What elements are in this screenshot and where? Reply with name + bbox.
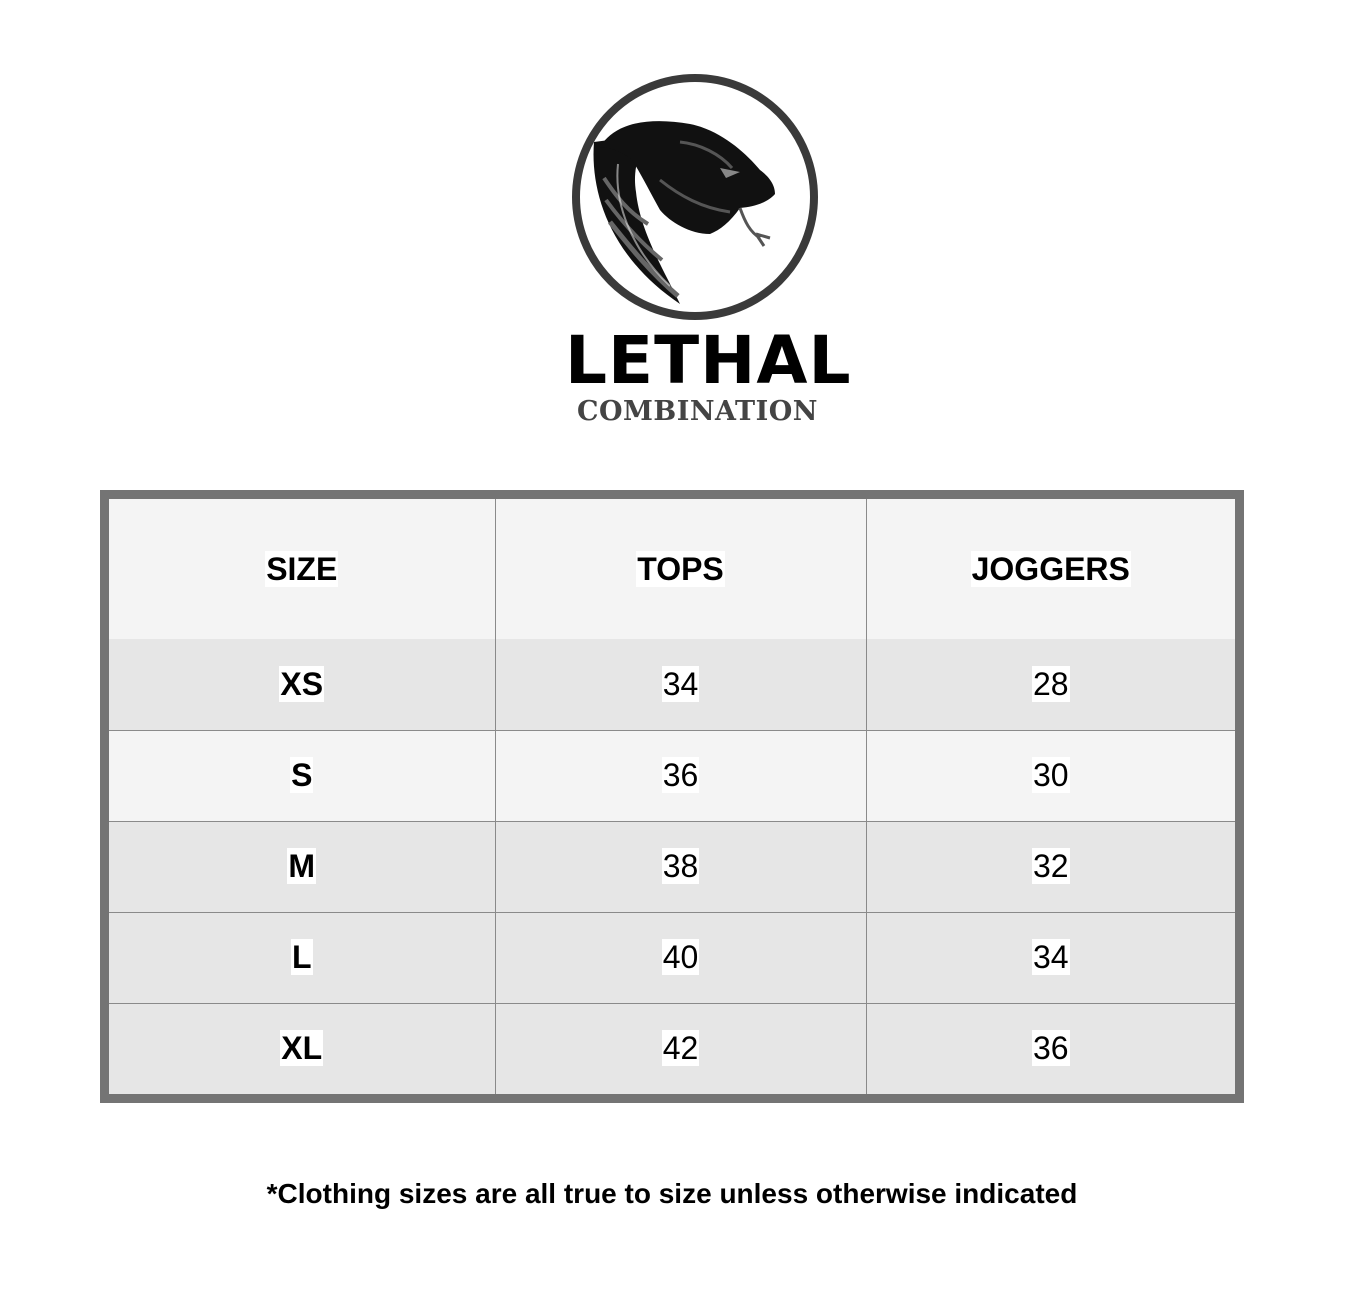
table-row bbox=[109, 639, 1235, 730]
brand-logo bbox=[560, 70, 860, 440]
size-cell: L bbox=[109, 912, 495, 1003]
table-row bbox=[109, 730, 1235, 821]
size-table bbox=[109, 499, 1235, 1094]
tops-cell: 36 bbox=[495, 730, 866, 821]
tops-cell: 34 bbox=[495, 639, 866, 730]
size-chart bbox=[100, 490, 1244, 1103]
size-cell: XS bbox=[109, 639, 495, 730]
table-header-row bbox=[109, 499, 1235, 639]
joggers-cell: 30 bbox=[866, 730, 1235, 821]
table-row bbox=[109, 821, 1235, 912]
tops-cell: 40 bbox=[495, 912, 866, 1003]
sizing-footnote: *Clothing sizes are all true to size unless otherwise indicated bbox=[266, 1178, 1078, 1209]
size-cell: XL bbox=[109, 1003, 495, 1094]
brand-name: LETHAL bbox=[565, 322, 852, 399]
joggers-cell: 36 bbox=[866, 1003, 1235, 1094]
header-joggers: JOGGERS bbox=[866, 499, 1235, 639]
size-cell: S bbox=[109, 730, 495, 821]
joggers-cell: 34 bbox=[866, 912, 1235, 1003]
table-row bbox=[109, 1003, 1235, 1094]
header-tops: TOPS bbox=[495, 499, 866, 639]
size-cell: M bbox=[109, 821, 495, 912]
tops-cell: 42 bbox=[495, 1003, 866, 1094]
snake-head-icon bbox=[570, 72, 820, 322]
table-row bbox=[109, 912, 1235, 1003]
header-size: SIZE bbox=[109, 499, 495, 639]
joggers-cell: 32 bbox=[866, 821, 1235, 912]
tops-cell: 38 bbox=[495, 821, 866, 912]
joggers-cell: 28 bbox=[866, 639, 1235, 730]
brand-tagline: COMBINATION bbox=[577, 396, 818, 427]
